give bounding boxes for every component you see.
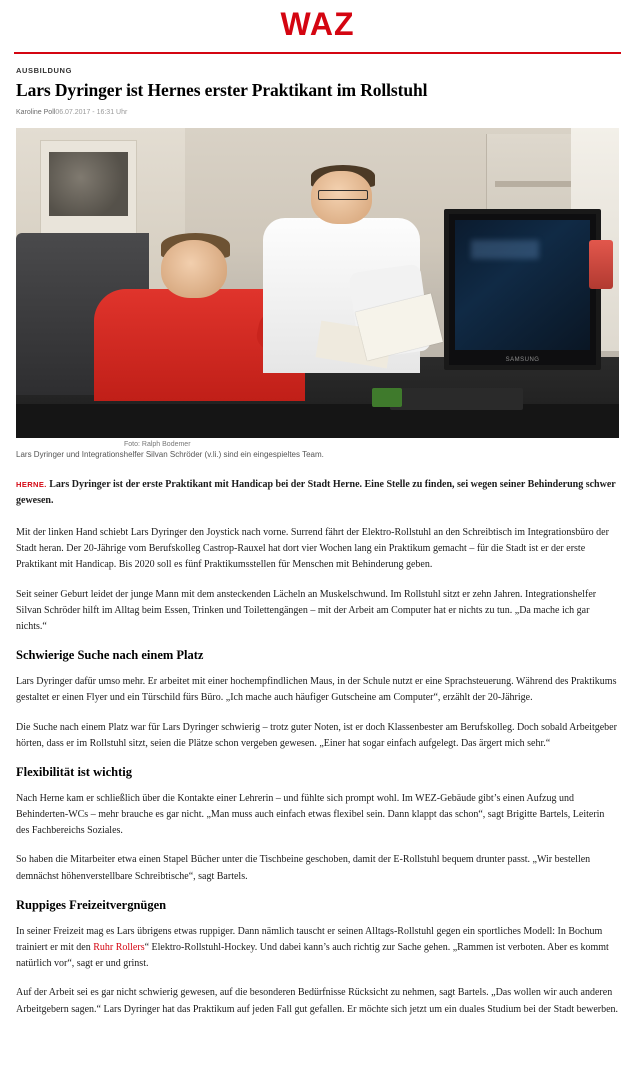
photo-monitor-screen: [455, 220, 590, 350]
section-heading: Schwierige Suche nach einem Platz: [16, 648, 204, 663]
paragraph-with-link: [16, 924, 619, 973]
paragraph-text-after-link: “ Elektro-Rollstuhl-Hockey. Und dabei kann’s auch richtig zur Sache gehen. „Rammen ist verboten. Aber es kommt natürlich vor“, sagt er und grinst.: [16, 942, 609, 970]
article-header: [0, 54, 635, 116]
article-photo: [16, 128, 619, 438]
photo-bottle: [589, 240, 613, 290]
photo-person-standing-glasses: [318, 190, 369, 200]
article-photo-wrap: [0, 128, 635, 459]
lead-text: Lars Dyringer ist der erste Praktikant mit Handicap bei der Stadt Herne. Eine Stelle zu finden, sei wegen seiner Behinderung schwer gewesen.: [16, 479, 616, 506]
photo-monitor-brand: SAMSUNG: [505, 356, 540, 363]
byline-author[interactable]: Karoline Poll: [16, 109, 56, 116]
dateline: HERNE.: [16, 480, 47, 489]
waz-logo[interactable]: WAZ: [280, 6, 355, 42]
paragraph: Auf der Arbeit sei es gar nicht schwierig gewesen, auf die besonderen Bedürfnisse Rücksicht zu nehmen, sagt Bartels. „Das wollen wir auch anderen Arbeitgebern sagen.“ Lars Dyringer hat das Praktikum auf jeden Fall gut gefallen. Er möchte sich jetzt um ein duales Studium bei der Stadt bewerben.: [16, 987, 619, 1015]
article-kicker[interactable]: AUSBILDUNG: [16, 66, 72, 75]
photo-desk-front: [16, 404, 619, 438]
lead-paragraph: [16, 477, 619, 509]
photo-desk-object: [372, 388, 402, 407]
paragraph: Mit der linken Hand schiebt Lars Dyringer den Joystick nach vorne. Surrend fährt der Elektro-Rollstuhl an den Schreibtisch im Integrationsbüro der Stadt heran. Der 20-Jährige vom Berufskolleg Castrop-Rauxel hat dort vier Wochen lang ein Praktikum gemacht – für die Stadt ist er der erste Praktikant mit Handicap. Bis 2020 soll es fünf Praktikumsstellen für Menschen mit Behinderung geben.: [16, 527, 609, 571]
photo-monitor-glow: [471, 240, 539, 258]
article-body: [0, 459, 635, 1049]
ruhr-rollers-link[interactable]: Ruhr Rollers: [93, 942, 145, 953]
photo-poster-image: [49, 152, 128, 216]
page-title: Lars Dyringer ist Hernes erster Praktikant im Rollstuhl: [16, 80, 428, 100]
photo-monitor: [444, 209, 601, 370]
paragraph: Lars Dyringer dafür umso mehr. Er arbeitet mit einer hochempfindlichen Maus, in der Schule nutzt er eine Sprachsteuerung. Während des Praktikums gestaltet er einen Flyer und ein Türschild fürs Büro. „Ich mache auch häufiger Gutscheine am Computer“, erzählt der 20-Jährige.: [16, 676, 617, 704]
paragraph-text-before-link: In seiner Freizeit mag es Lars übrigens etwas ruppiger. Dann nämlich tauscht er seinen Alltags-Rollstuhl gegen ein sportliches Modell: In Bochum trainiert er mit den: [16, 925, 603, 953]
byline: [16, 109, 619, 116]
byline-date: 06.07.2017 - 16:31 Uhr: [55, 109, 128, 116]
paragraph: So haben die Mitarbeiter etwa einen Stapel Bücher unter die Tischbeine geschoben, damit der E-Rollstuhl bequem drunter passt. „Wir bestellen demnächst höhenverstellbare Schreibtische“, sagt Bartels.: [16, 854, 591, 882]
paragraph: Die Suche nach einem Platz war für Lars Dyringer schwierig – trotz guter Noten, ist er doch Klassenbester am Berufskolleg. Doch sobald Arbeitgeber hörten, dass er im Rollstuhl sitzt, seien die Plätze schon vergeben gewesen. „Einer hat sogar einfach aufgelegt. Das ärgert mich sehr.“: [16, 721, 617, 749]
paragraph: Nach Herne kam er schließlich über die Kontakte einer Lehrerin – und fühlte sich prompt wohl. Im WEZ-Gebäude gibt’s einen Aufzug und Behinderten-WCs – mehr brauche es gar nicht. „Man muss auch einfach etwas flexibel sein. Dann klappt das schon“, sagt Brigitte Bartels, Leiterin des Fachbereichs Soziales.: [16, 792, 605, 837]
photo-person-seated-head: [161, 240, 227, 299]
masthead: [0, 0, 635, 46]
photo-caption: Lars Dyringer und Integrationshelfer Silvan Schröder (v.li.) sind ein eingespieltes Team.: [16, 450, 324, 459]
photo-poster: [40, 140, 136, 245]
section-heading: Ruppiges Freizeitvergnügen: [16, 897, 167, 912]
photo-credit: Foto: Ralph Bodemer: [124, 441, 191, 448]
photo-keyboard: [390, 388, 523, 410]
section-heading: Flexibilität ist wichtig: [16, 764, 132, 779]
paragraph: Seit seiner Geburt leidet der junge Mann mit dem ansteckenden Lächeln an Muskelschwund. Im Rollstuhl sitzt er zehn Jahren. Integrationshelfer Silvan Schröder hilft im Alltag beim Essen, Trinken und Toilettengängen – mit der Arbeit am Computer hat er nichts zu tun. „Da mache ich gar nichts.“: [16, 588, 597, 632]
